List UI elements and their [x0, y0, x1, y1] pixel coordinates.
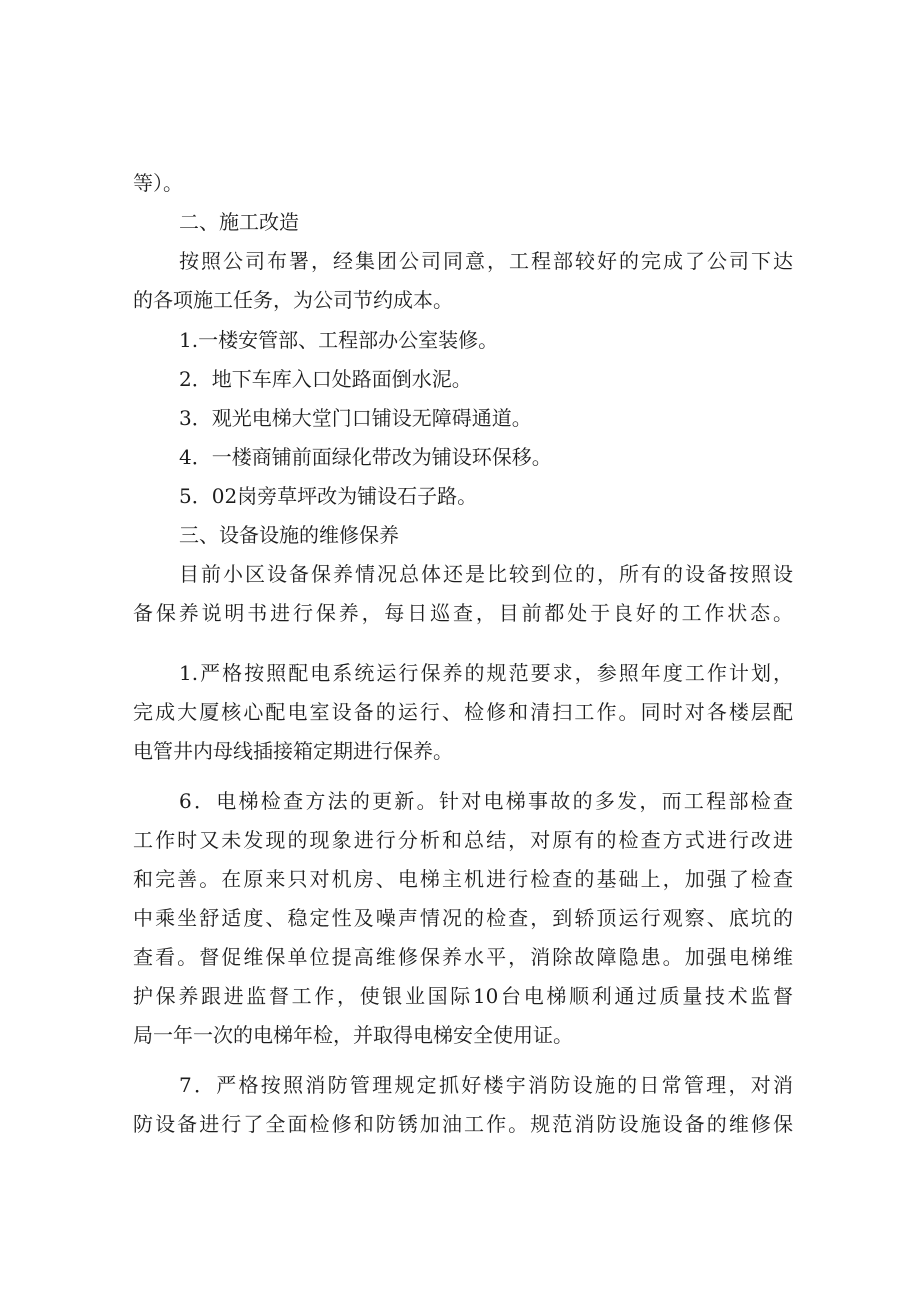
- paragraph-line: 备保养说明书进行保养，每日巡查，目前都处于良好的工作状态。: [133, 601, 793, 625]
- list-item: 2．地下车库入口处路面倒水泥。: [179, 367, 472, 391]
- paragraph-line: 中乘坐舒适度、稳定性及噪声情况的检查，到轿顶运行观察、底坑的: [133, 906, 793, 930]
- list-item: 1.一楼安管部、工程部办公室装修。: [179, 328, 499, 352]
- paragraph-line: 完成大厦核心配电室设备的运行、检修和清扫工作。同时对各楼层配: [133, 700, 793, 724]
- list-item: 4．一楼商铺前面绿化带改为铺设环保移。: [179, 445, 552, 469]
- paragraph-line: 1.严格按照配电系统运行保养的规范要求，参照年度工作计划，: [179, 661, 793, 685]
- list-item: 5．02岗旁草坪改为铺设石子路。: [179, 484, 478, 508]
- paragraph-line: 的各项施工任务，为公司节约成本。: [133, 288, 453, 312]
- paragraph-line: 按照公司布署，经集团公司同意，工程部较好的完成了公司下达: [179, 249, 793, 273]
- paragraph-line: 目前小区设备保养情况总体还是比较到位的，所有的设备按照设: [179, 562, 793, 586]
- paragraph-line: 局一年一次的电梯年检，并取得电梯安全使用证。: [133, 1023, 573, 1047]
- paragraph-line: 防设备进行了全面检修和防锈加油工作。规范消防设施设备的维修保: [133, 1112, 793, 1136]
- paragraph-line: 7．严格按照消防管理规定抓好楼宇消防设施的日常管理，对消: [179, 1073, 793, 1097]
- paragraph-line: 护保养跟进监督工作，使银业国际10台电梯顺利通过质量技术监督: [133, 984, 793, 1008]
- list-item: 3．观光电梯大堂门口铺设无障碍通道。: [179, 406, 532, 430]
- paragraph-continuation: 等）。: [133, 171, 183, 195]
- section-heading-maintenance: 三、设备设施的维修保养: [179, 523, 399, 547]
- section-heading-construction: 二、施工改造: [179, 210, 299, 234]
- paragraph-line: 电管井内母线插接箱定期进行保养。: [133, 739, 453, 763]
- paragraph-line: 查看。督促维保单位提高维修保养水平，消除故障隐患。加强电梯维: [133, 945, 793, 969]
- paragraph-line: 6．电梯检查方法的更新。针对电梯事故的多发，而工程部检查: [179, 789, 793, 813]
- paragraph-line: 工作时又未发现的现象进行分析和总结，对原有的检查方式进行改进: [133, 828, 793, 852]
- paragraph-line: 和完善。在原来只对机房、电梯主机进行检查的基础上，加强了检查: [133, 867, 793, 891]
